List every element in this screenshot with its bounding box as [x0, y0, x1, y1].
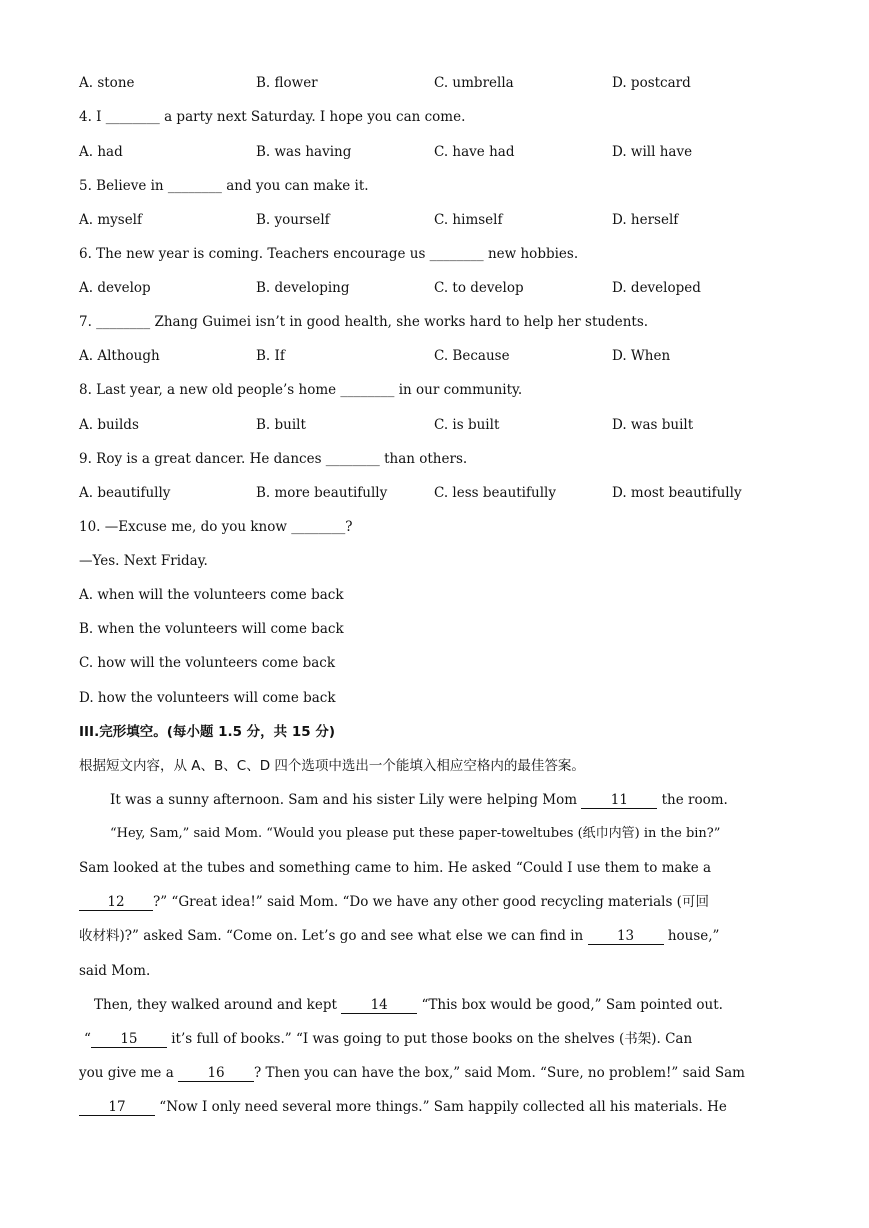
q5-option-c: C. himself — [434, 212, 503, 228]
q9-option-c: C. less beautifully — [434, 485, 556, 501]
blank-13: 13 — [588, 929, 664, 945]
blank-12: 12 — [79, 895, 153, 911]
q10-option-b: B. when the volunteers will come back — [79, 621, 344, 637]
passage-line-4 — [79, 893, 709, 911]
blank-14: 14 — [341, 998, 417, 1014]
q5-stem: 5. Believe in ________ and you can make it. — [79, 178, 369, 194]
q7-option-b: B. If — [256, 348, 285, 364]
passage-text: It was a sunny afternoon. Sam and his sister Lily were helping Mom — [110, 792, 582, 808]
q6-stem: 6. The new year is coming. Teachers encourage us ________ new hobbies. — [79, 246, 579, 262]
q4-option-d: D. will have — [612, 144, 693, 160]
q8-option-a: A. builds — [79, 417, 139, 433]
section-instruction: 根据短文内容，从 A、B、C、D 四个选项中选出一个能填入相应空格内的最佳答案。 — [79, 758, 585, 774]
q8-option-b: B. built — [256, 417, 306, 433]
q3-option-c: C. umbrella — [434, 75, 514, 91]
passage-text: you give me a — [79, 1065, 179, 1081]
q4-option-b: B. was having — [256, 144, 352, 160]
q7-option-c: C. Because — [434, 348, 510, 364]
q8-option-c: C. is built — [434, 417, 500, 433]
passage-text: the room. — [657, 792, 728, 808]
passage-text: ? Then you can have the box,” said Mom. “Sure, no problem!” said Sam — [254, 1065, 745, 1081]
passage-line-3: Sam looked at the tubes and something came to him. He asked “Could I use them to make a — [79, 860, 712, 876]
passage-line-8 — [84, 1030, 692, 1048]
q3-option-a: A. stone — [79, 75, 135, 91]
q4-option-c: C. have had — [434, 144, 515, 160]
passage-line-6: said Mom. — [79, 963, 151, 979]
blank-11: 11 — [581, 793, 657, 809]
q7-option-d: D. When — [612, 348, 671, 364]
blank-15: 15 — [91, 1032, 167, 1048]
q4-option-a: A. had — [79, 144, 123, 160]
blank-16: 16 — [178, 1066, 254, 1082]
q10-option-a: A. when will the volunteers come back — [79, 587, 344, 603]
q8-stem: 8. Last year, a new old people’s home ________ in our community. — [79, 382, 523, 398]
q5-option-d: D. herself — [612, 212, 679, 228]
q10-stem: 10. —Excuse me, do you know ________? — [79, 519, 353, 535]
passage-text: “ — [84, 1031, 91, 1047]
passage-text: ?” “Great idea!” said Mom. “Do we have any other good recycling materials (可回 — [153, 894, 709, 910]
q10-option-c: C. how will the volunteers come back — [79, 655, 336, 671]
q7-stem: 7. ________ Zhang Guimei isn’t in good health, she works hard to help her students. — [79, 314, 649, 330]
passage-line-2: “Hey, Sam,” said Mom. “Would you please put these paper-toweltubes (纸巾内管) in the bin?” — [110, 826, 721, 841]
blank-17: 17 — [79, 1100, 155, 1116]
q9-option-d: D. most beautifully — [612, 485, 742, 501]
q10-option-d: D. how the volunteers will come back — [79, 690, 336, 706]
q5-option-a: A. myself — [79, 212, 142, 228]
section-heading: III.完形填空。(每小题 1.5 分，共 15 分) — [79, 724, 336, 740]
passage-text: 收材料)?” asked Sam. “Come on. Let’s go and see what else we can find in — [79, 928, 588, 944]
passage-text: house,” — [663, 928, 720, 944]
q6-option-c: C. to develop — [434, 280, 524, 296]
passage-line-10 — [79, 1098, 727, 1116]
passage-text: “Now I only need several more things.” Sam happily collected all his materials. He — [155, 1099, 727, 1115]
q6-option-a: A. develop — [79, 280, 151, 296]
passage-text: “This box would be good,” Sam pointed out. — [417, 997, 723, 1013]
q10-reply: —Yes. Next Friday. — [79, 553, 208, 569]
q8-option-d: D. was built — [612, 417, 694, 433]
passage-line-5 — [79, 927, 719, 945]
q9-option-a: A. beautifully — [79, 485, 171, 501]
passage-line-7 — [94, 996, 723, 1014]
passage-line-9 — [79, 1064, 745, 1082]
passage-text: Then, they walked around and kept — [94, 997, 342, 1013]
q5-option-b: B. yourself — [256, 212, 330, 228]
q3-option-d: D. postcard — [612, 75, 691, 91]
q9-stem: 9. Roy is a great dancer. He dances ________ than others. — [79, 451, 468, 467]
passage-line-1 — [110, 791, 728, 809]
q3-option-b: B. flower — [256, 75, 318, 91]
q9-option-b: B. more beautifully — [256, 485, 388, 501]
passage-text: it’s full of books.” “I was going to put those books on the shelves (书架). Can — [166, 1031, 693, 1047]
q6-option-d: D. developed — [612, 280, 701, 296]
q4-stem: 4. I ________ a party next Saturday. I hope you can come. — [79, 109, 466, 125]
q6-option-b: B. developing — [256, 280, 350, 296]
q7-option-a: A. Although — [79, 348, 160, 364]
